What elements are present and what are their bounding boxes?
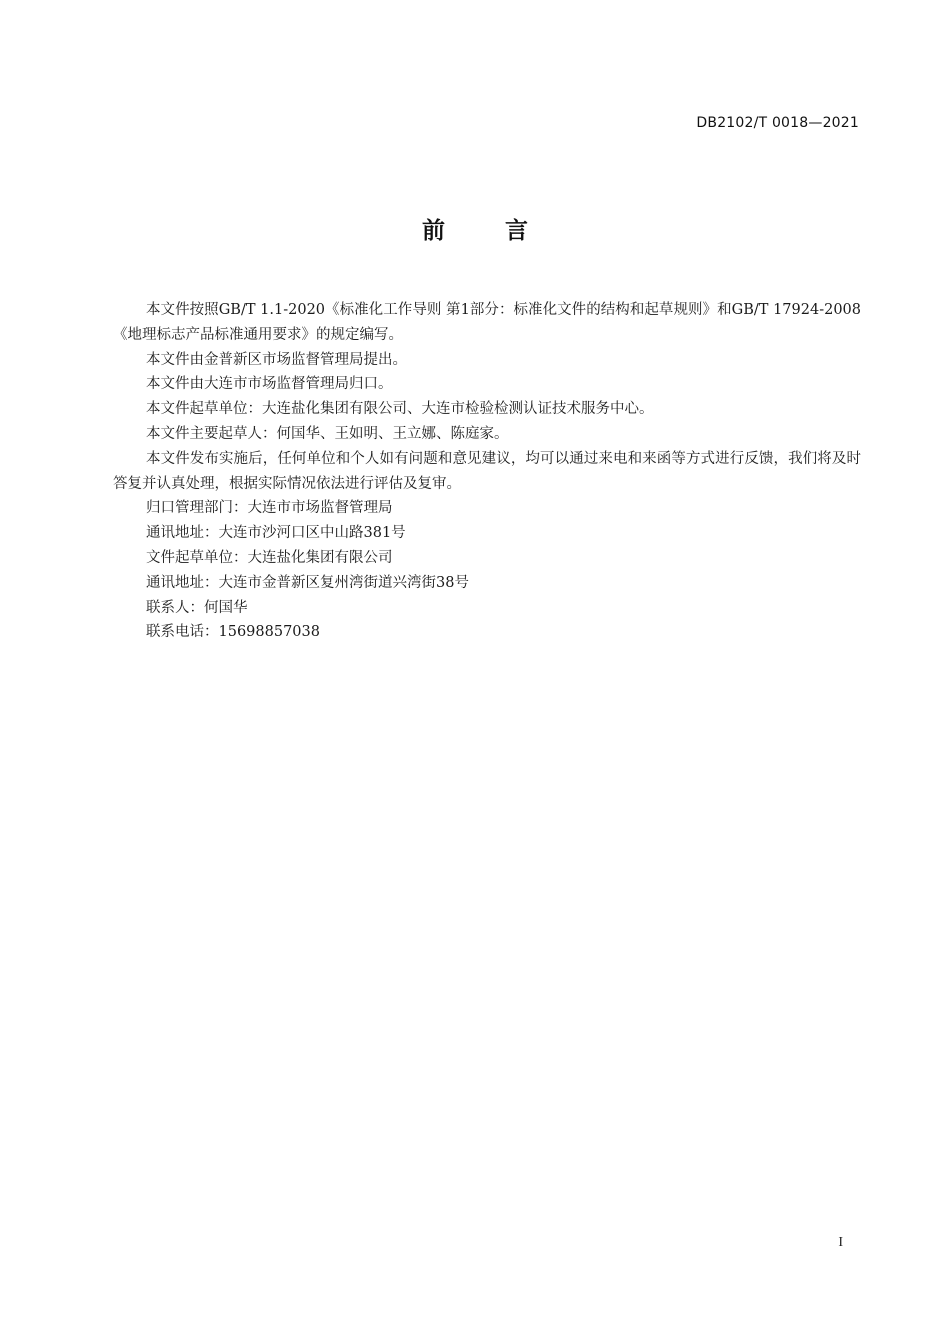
page-number: I	[838, 1235, 843, 1250]
paragraph-drafters: 本文件主要起草人：何国华、王如明、王立娜、陈庭家。	[146, 425, 509, 442]
document-code: DB2102/T 0018—2021	[696, 115, 859, 131]
paragraph-contact-phone: 联系电话：15698857038	[146, 624, 320, 641]
section-title: 前 言	[421, 218, 554, 244]
paragraph-address-2: 通讯地址：大连市金普新区复州湾街道兴湾街38号	[146, 574, 469, 591]
paragraph-proposer: 本文件由金普新区市场监督管理局提出。	[146, 351, 407, 368]
paragraph-management-dept: 归口管理部门：大连市市场监督管理局	[146, 500, 393, 517]
paragraph-feedback: 本文件发布实施后，任何单位和个人如有问题和意见建议，均可以通过来电和来函等方式进行反馈，我们将及时答复并认真处理，根据实际情况依法进行评估及复审。	[113, 450, 861, 492]
paragraph-address-1: 通讯地址：大连市沙河口区中山路381号	[146, 525, 406, 542]
paragraph-drafting-rules: 本文件按照GB/T 1.1-2020《标准化工作导则 第1部分：标准化文件的结构和起草规则》和GB/T 17924-2008《地理标志产品标准通用要求》的规定编写。	[113, 302, 861, 343]
paragraph-centralized-unit: 本文件由大连市市场监督管理局归口。	[146, 376, 393, 393]
paragraph-drafting-unit: 文件起草单位：大连盐化集团有限公司	[146, 549, 393, 566]
paragraph-contact-person: 联系人：何国华	[146, 599, 248, 616]
paragraph-drafting-units: 本文件起草单位：大连盐化集团有限公司、大连市检验检测认证技术服务中心。	[146, 401, 654, 418]
preface-body	[113, 298, 861, 645]
